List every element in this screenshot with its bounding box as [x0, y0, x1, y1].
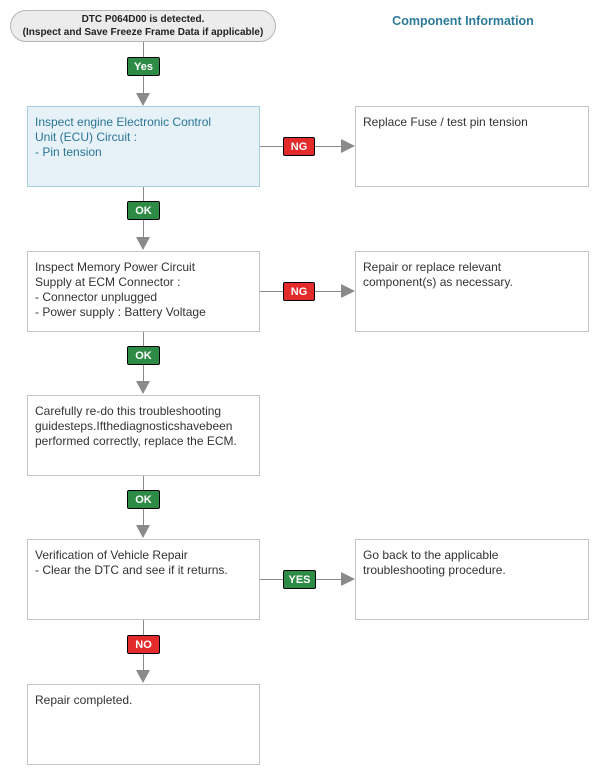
step3-redo-troubleshooting: [27, 395, 260, 476]
arrow-to-step4: [136, 525, 150, 538]
start-line-1: DTC P064D00 is detected.: [81, 14, 205, 25]
yes-badge-right: YES: [283, 570, 316, 589]
arrow-to-result2: [341, 284, 355, 298]
step5-repair-completed: [27, 684, 260, 765]
arrow-to-step3: [136, 381, 150, 394]
result4-line-1: Go back to the applicable: [363, 548, 499, 562]
result2-repair-replace: [355, 251, 589, 332]
step3-line-2: guidesteps.Ifthediagnosticshavebeen: [35, 419, 233, 433]
ok-badge-2: OK: [127, 346, 160, 365]
step1-line-1: Inspect engine Electronic Control: [35, 115, 212, 129]
step5-line-1: Repair completed.: [35, 693, 133, 707]
step4-verification: [27, 539, 260, 620]
arrow-to-step5: [136, 670, 150, 683]
no-badge: NO: [127, 635, 160, 654]
start-node: [10, 10, 276, 42]
result2-line-1: Repair or replace relevant: [363, 260, 502, 274]
step1-inspect-ecu-circuit: [27, 106, 260, 187]
ng-badge-2: NG: [283, 282, 315, 301]
step2-line-2: Supply at ECM Connector :: [35, 275, 181, 289]
yes-badge-top: Yes: [127, 57, 160, 76]
arrow-to-result4: [341, 572, 355, 586]
step2-line-3: - Connector unplugged: [35, 290, 158, 304]
component-information-link[interactable]: Component Information: [392, 14, 534, 28]
step1-line-3: - Pin tension: [35, 145, 102, 159]
arrow-to-result1: [341, 139, 355, 153]
result4-go-back: [355, 539, 589, 620]
result4-line-2: troubleshooting procedure.: [363, 563, 506, 577]
start-line-2: (Inspect and Save Freeze Frame Data if applicable): [22, 27, 264, 38]
result2-line-2: component(s) as necessary.: [363, 275, 513, 289]
step2-line-4: - Power supply : Battery Voltage: [35, 305, 206, 319]
result1-replace-fuse: [355, 106, 589, 187]
step2-line-1: Inspect Memory Power Circuit: [35, 260, 196, 274]
ok-badge-3: OK: [127, 490, 160, 509]
step4-line-2: - Clear the DTC and see if it returns.: [35, 563, 228, 577]
arrow-to-step2: [136, 237, 150, 250]
step2-inspect-memory-power: [27, 251, 260, 332]
arrow-to-step1: [136, 93, 150, 106]
result1-line-1: Replace Fuse / test pin tension: [363, 115, 528, 129]
ok-badge-1: OK: [127, 201, 160, 220]
step3-line-3: performed correctly, replace the ECM.: [35, 434, 237, 448]
step3-line-1: Carefully re-do this troubleshooting: [35, 404, 222, 418]
step1-line-2: Unit (ECU) Circuit :: [35, 130, 138, 144]
step4-line-1: Verification of Vehicle Repair: [35, 548, 188, 562]
ng-badge-1: NG: [283, 137, 315, 156]
